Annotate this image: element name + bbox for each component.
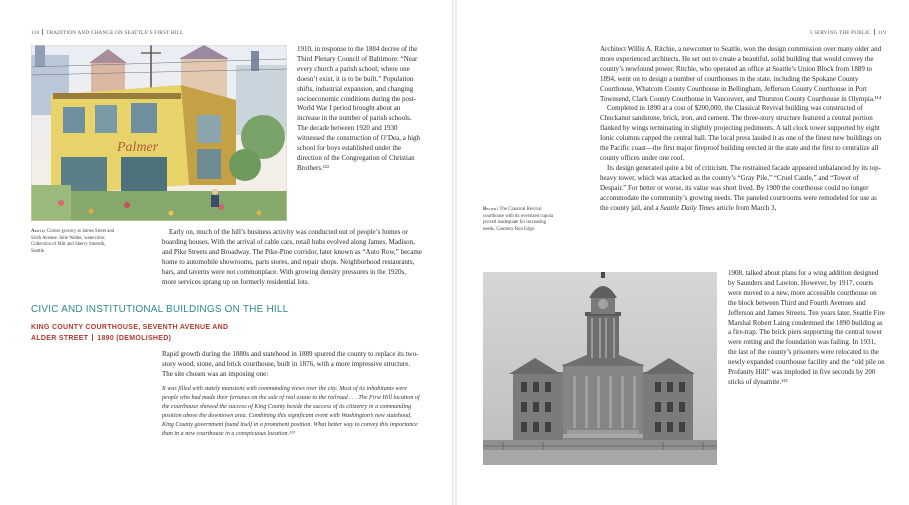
subheading-divider xyxy=(92,334,93,341)
left-figure-caption xyxy=(31,229,119,255)
subheading xyxy=(31,322,228,344)
section-heading: CIVIC AND INSTITUTIONAL BUILDINGS ON THE HILL xyxy=(31,304,289,315)
right-page xyxy=(457,0,909,505)
running-head-divider xyxy=(874,29,875,35)
grocery-watercolor-image xyxy=(31,45,287,221)
left-running-title: TRADITION AND CHANGE ON SEATTLE’S FIRST HILL xyxy=(46,30,184,36)
right-column-text xyxy=(728,269,886,388)
text-paragraph: Early on, much of the hill’s business activity was conducted out of people’s homes or boarding houses. With the arrival of cable cars, retail hubs evolved along James, Madison, and Pike Streets and Broadway. The Pike-Pine corridor, later known as “Auto Row,” became home to automobile showrooms, parts stores, and repair shops. Neighborhood restaurants, bars, and taverns were not commonplace. With growing density pressures in the 1920s, more services sprang up on formerly residential lots. xyxy=(162,228,422,286)
text-paragraph: 1910, in response to the 1884 decree of the Third Plenary Council of Baltimore: “Near every church a parish school; where one doesn’t exist, it is to be built.” Population shifts, industrial expansion, and changing socioeconomic conditions during the post-World War I period brought about an increase in the number of parish schools. The decade between 1920 and 1930 witnessed the construction of O’Dea, a high school for boys established under the direction of the Congregation of Christian Brothers.¹¹² xyxy=(297,45,421,172)
text-paragraph: Completed in 1890 at a cost of $200,000, the Classical Revival building was constructed of Chuckanut sandstone, brick, iron, and cement. The three-story structure featured a central portion flanked by wings terminating in slightly projecting pediments. A tall clock tower supported by eight Ionic columns capped the central hall. The local press lauded it as one of the finest new buildings on the Pacific coast—the first major fireproof building erected in the state and the first to centralize all county offices under one roof. xyxy=(600,104,882,162)
right-main-text xyxy=(600,45,886,213)
block-quote: It was filled with stately mansions with commanding views over the city. Most of its inhabitants were people who had made their fortunes on the sale of real estate to the railroad . . . The First Hill location of the courthouse showed the success of King County beside the success of its citizenry in a commanding position above the downtown area. Combining this significant event with Washington’s new statehood, King County government found itself in a prominent position. What better way to convey this importance than in a new courthouse in a conspicuous location.¹¹³ xyxy=(162,386,420,437)
text-paragraph: Rapid growth during the 1880s and statehood in 1889 spurred the county to replace its two-story wood, stone, and brick courthouse, built in 1876, with a more impressive structure. The site chosen was an imposing one: xyxy=(162,350,419,378)
right-running-head xyxy=(810,29,886,36)
right-folio: 119 xyxy=(877,30,886,36)
left-main-text-upper xyxy=(162,228,422,287)
left-caption-text: Corner grocery at James Street and Sixth Avenue. Julie Walter, watercolor. Collection of Milt and Sherry Smestik, Seattle. xyxy=(31,229,115,254)
left-column-text xyxy=(297,45,423,174)
newspaper-title: Seattle Daily Times xyxy=(660,203,715,212)
text-paragraph: article from March 3, xyxy=(716,203,777,212)
courthouse-photo xyxy=(483,272,717,465)
left-main-text-lower xyxy=(162,350,422,380)
left-running-head xyxy=(31,29,183,36)
left-caption-lead: Above: xyxy=(31,229,46,234)
subheading-line: KING COUNTY COURTHOUSE, SEVENTH AVENUE AND xyxy=(31,324,229,331)
left-page xyxy=(0,0,452,505)
text-paragraph: Its design generated quite a bit of criticism. The restrained facade appeared unbalanced by its top-heavy tower, which was attacked as the county’s “Gray Pile,” “Cruel Castle,” and “Tower of Despair.” For better or worse, its value was short lived. By 1900 the courthouse could no longer accommodate the community’s growing needs. The paneled courtrooms were remodeled for use as the county jail, and a xyxy=(600,163,881,212)
text-paragraph: 1908, talked about plans for a wing addition designed by Saunders and Lawton. However, by 1917, courts were moved to a new, more accessible courthouse on the block between Third and Fourth Avenues and Jefferson and James Streets. Ten years later, Seattle Fire Marshal Robert Laing condemned the 1890 building as a fire-trap. The brick piers supporting the central tower were rotting and the foundation was failing. In 1931, the last of the county’s prisoners were relocated to the newly expanded courthouse facility and the “old pile on Profanity Hill” was imploded in five seconds by 200 sticks of dynamite.¹¹⁵ xyxy=(728,269,885,386)
left-folio: 118 xyxy=(31,30,40,36)
running-head-divider xyxy=(42,29,43,35)
svg-text:Palmer: Palmer xyxy=(117,140,159,155)
text-paragraph: Architect Willis A. Ritchie, a newcomer to Seattle, won the design commission over many older and more experienced architects. He set out to create a beautiful, solid building that would convey the county’s newfound power. Ritchie, who operated an office at Seattle’s Union Block from 1889 to 1894, went on to design a number of courthouses in the state, including the Spokane County Courthouse, Whatcom County Courthouse in Bellingham, Jefferson County Courthouse in Port Townsend, Clark County Courthouse in Vancouver, and Thurston County Courthouse in Olympia.¹¹⁴ xyxy=(600,45,882,103)
subheading-line: ALDER STREET xyxy=(31,335,89,342)
right-caption-lead: Below: xyxy=(483,207,499,212)
subheading-status: 1890 (DEMOLISHED) xyxy=(97,335,172,342)
right-running-title: 5 SERVING THE PUBLIC xyxy=(809,30,871,36)
right-caption-text: The Classical Revival courthouse with its oversized cupola proved inadequate for increasing needs. Courtesy Ron Edge. xyxy=(483,207,554,232)
right-figure-caption xyxy=(483,207,555,233)
